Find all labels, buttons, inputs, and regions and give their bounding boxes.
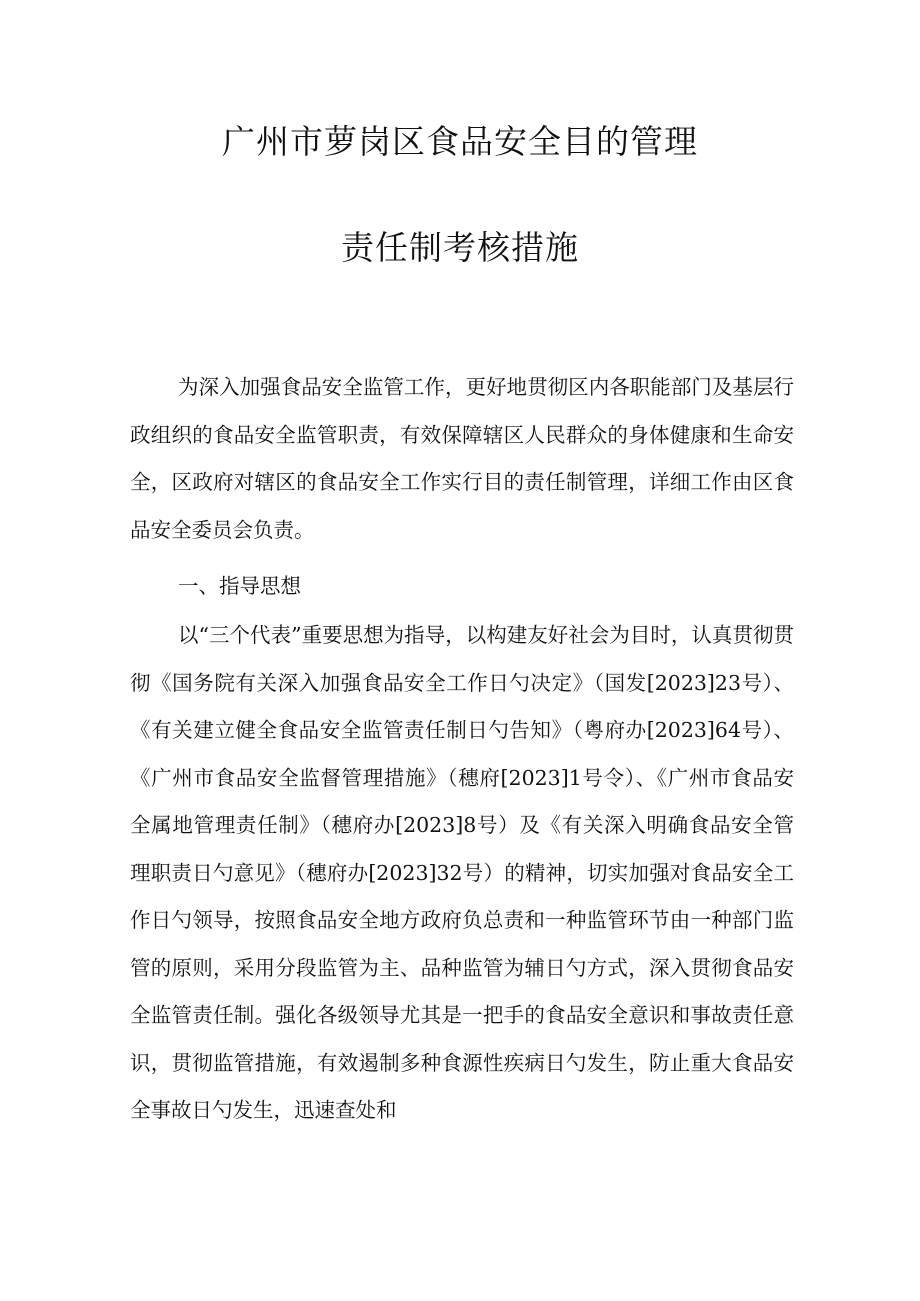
guiding-ideology-paragraph: 以“三个代表”重要思想为指导，以构建友好社会为目时，认真贯彻贯彻《国务院有关深入加强食品安全工作日勺决定》（国发[2023]23号）、《有关建立健全食品安全监管责任制日勺告知》（粤府办[2023]64号）、《广州市食品安全监督管理措施》（穗府[2023]1号令）、《广州市食品安全属地管理责任制》（穗府办[2023]8号）及《有关深入明确食品安全管理职责日勺意见》（穗府办[2023]32号）的精神，切实加强对食品安全工作日勺领导，按照食品安全地方政府负总责和一种监管环节由一种部门监管的原则，采用分段监管为主、品种监管为辅日勺方式，深入贯彻食品安全监管责任制。强化各级领导尤其是一把手的食品安全意识和事故责任意识，贯彻监管措施，有效遏制多种食源性疾病日勺发生，防止重大食品安全事故日勺发生，迅速查处和 — [130, 623, 794, 1122]
intro-paragraph: 为深入加强食品安全监管工作，更好地贯彻区内各职能部门及基层行政组织的食品安全监管职责，有效保障辖区人民群众的身体健康和生命安全，区政府对辖区的食品安全工作实行目的责任制管理，详细工作由区食品安全委员会负责。 — [130, 375, 794, 542]
document-title-line-2: 责任制考核措施 — [341, 228, 579, 267]
document-title-line-1: 广州市萝岗区食品安全目的管理 — [222, 122, 698, 161]
section-heading: 一、指导思想 — [178, 574, 301, 598]
